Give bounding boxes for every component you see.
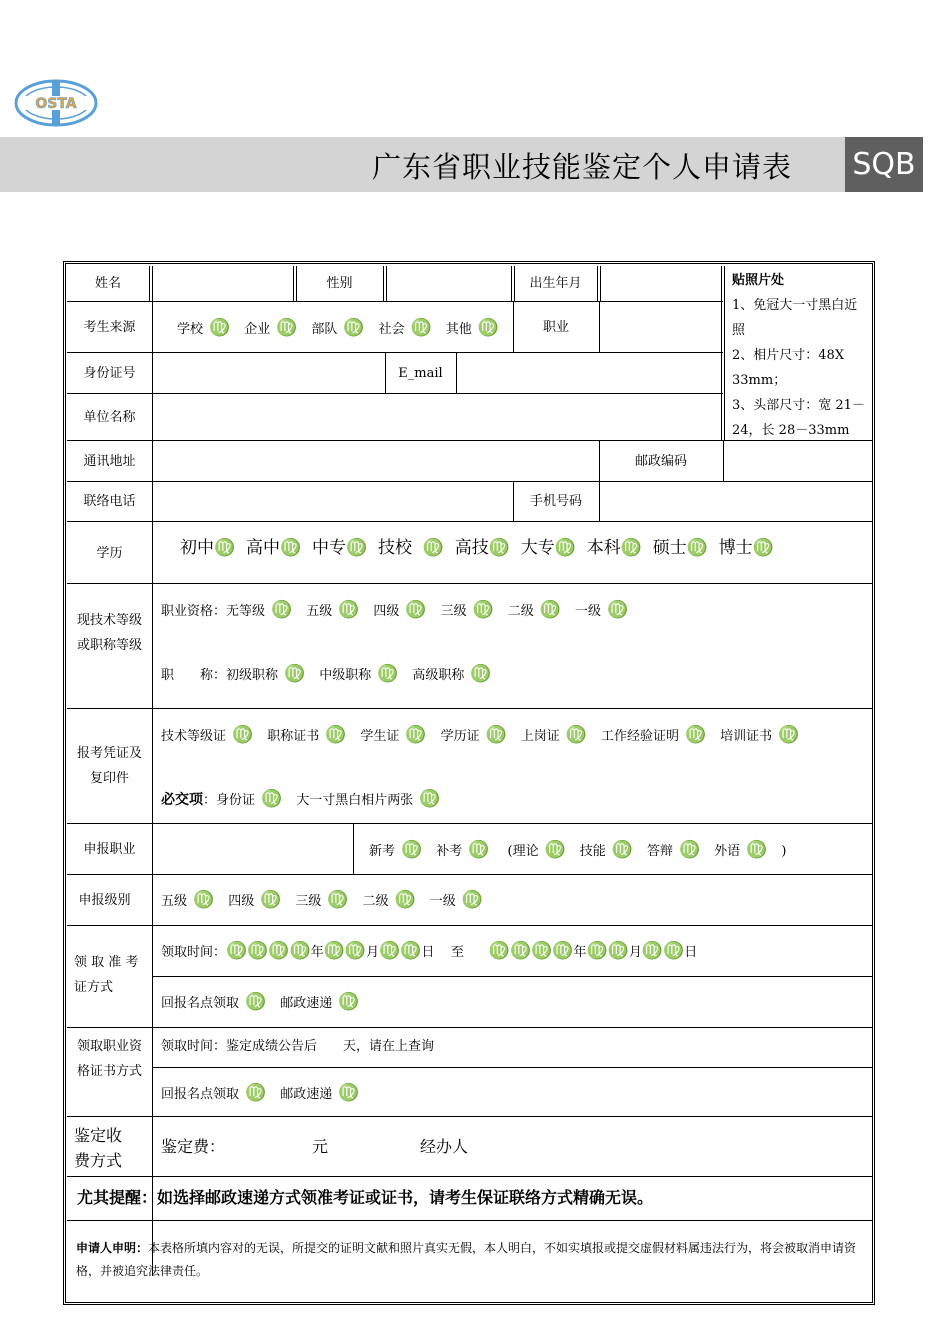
logo-text: OSTA bbox=[35, 96, 77, 112]
cert-time: 领取时间：鉴定成绩公告后 天，请在上查询 bbox=[161, 1039, 435, 1054]
rule bbox=[67, 481, 872, 482]
rule bbox=[67, 583, 872, 584]
label-apply-job: 申报职业 bbox=[83, 842, 136, 857]
checkbox-icon: ♍ bbox=[279, 538, 302, 558]
osta-logo bbox=[14, 78, 98, 128]
label-fee: 鉴定收费方式 bbox=[74, 1126, 123, 1170]
label-cert: 领取职业资格证书方式 bbox=[76, 1039, 142, 1079]
rule bbox=[383, 266, 387, 302]
label-email: E_mail bbox=[398, 366, 443, 381]
checkbox-icon: ♍ bbox=[565, 725, 587, 745]
checkbox-icon: ♍ bbox=[209, 318, 231, 338]
checkbox-icon: ♍ bbox=[276, 318, 298, 338]
reminder: 尤其提醒：如选择邮政速递方式领准考证或证书，请考生保证联络方式精确无误。 bbox=[77, 1188, 654, 1207]
checkbox-icon: ♍ bbox=[477, 318, 499, 338]
rule bbox=[67, 823, 872, 824]
checkbox-icon: ♍ bbox=[338, 992, 360, 1012]
rule bbox=[67, 352, 723, 353]
checkbox-icon: ♍ bbox=[746, 840, 768, 860]
checkbox-icon: ♍ bbox=[245, 1083, 267, 1103]
rule bbox=[67, 1220, 872, 1221]
rule bbox=[149, 266, 153, 302]
checkbox-icon: ♍ bbox=[684, 725, 707, 745]
checkbox-icon: ♍ bbox=[261, 789, 283, 809]
page-title: 广东省职业技能鉴定个人申请表 bbox=[372, 150, 793, 184]
checkbox-icon: ♍ bbox=[488, 538, 510, 558]
rule bbox=[597, 266, 601, 302]
checkbox-icon: ♍ bbox=[606, 600, 629, 620]
checkbox-icon: ♍ bbox=[343, 318, 365, 338]
checkbox-icon: ♍ bbox=[214, 538, 236, 558]
checkbox-icon: ♍ bbox=[554, 538, 576, 558]
fee-handler: 经办人 bbox=[420, 1137, 469, 1156]
rule bbox=[152, 301, 153, 1276]
checkbox-icon: ♍ bbox=[394, 890, 416, 910]
checkbox-icon: ♍ bbox=[405, 725, 427, 745]
checkbox-icon: ♍ bbox=[544, 840, 566, 860]
level-options[interactable]: 五级 ♍ 四级 ♍ 三级 ♍ 二级 ♍ 一级 ♍ bbox=[161, 890, 483, 910]
rule bbox=[67, 925, 872, 926]
document-options[interactable]: 技术等级证 ♍ 职称证书 ♍ 学生证 ♍ 学历证 ♍ 上岗证 ♍ 工作经验证明 ♍ 培训证书 ♍ bbox=[161, 725, 800, 745]
label-ticket: 领 取 准 考 证方式 bbox=[74, 955, 139, 995]
fee-unit: 元 bbox=[312, 1137, 329, 1156]
ticket-time[interactable]: 领取时间：♍♍♍♍年♍♍月♍♍日 至 ♍♍♍♍年♍♍月♍♍日 bbox=[161, 941, 698, 961]
checkbox-icon: ♍ bbox=[778, 725, 800, 745]
checkbox-icon: ♍ bbox=[539, 600, 561, 620]
photo-note: 2、相片尺寸：48X 33mm； bbox=[732, 348, 845, 388]
checkbox-icon: ♍ bbox=[405, 600, 427, 620]
checkbox-icon: ♍ bbox=[377, 664, 399, 684]
label-phone: 联络电话 bbox=[83, 494, 136, 509]
rule bbox=[67, 1116, 872, 1117]
checkbox-icon: ♍ bbox=[485, 725, 507, 745]
photo-area[interactable] bbox=[732, 268, 868, 443]
checkbox-icon: ♍ bbox=[260, 890, 282, 910]
checkbox-icon: ♍ bbox=[193, 890, 215, 910]
declaration: 申请人申明：本表格所填内容对的无误，所提交的证明文献和照片真实无假，本人明白，不如实填报或提交虚假材料属违法行为，将会被取消申请资格，并被追究法律责任。 bbox=[76, 1241, 857, 1278]
label-idno: 身份证号 bbox=[83, 366, 136, 381]
rule bbox=[721, 266, 725, 441]
checkbox-icon: ♍ bbox=[419, 789, 441, 809]
rule bbox=[67, 301, 723, 302]
title-options[interactable]: 职 称：初级职称 ♍ 中级职称 ♍ 高级职称 ♍ bbox=[161, 664, 492, 684]
photo-note: 3、头部尺寸：宽 21－24，长 28－33mm bbox=[732, 398, 865, 438]
rule bbox=[599, 301, 600, 353]
label-birth: 出生年月 bbox=[529, 276, 582, 291]
rule bbox=[152, 1067, 872, 1068]
checkbox-icon: ♍ bbox=[327, 890, 349, 910]
label-name: 姓名 bbox=[94, 276, 121, 291]
checkbox-icon: ♍ bbox=[271, 600, 293, 620]
cert-pickup-options[interactable]: 回报名点领取 ♍ 邮政速递 ♍ bbox=[161, 1083, 360, 1103]
required-options[interactable]: 必交项：身份证 ♍ 大一寸黑白相片两张 ♍ bbox=[161, 789, 441, 809]
label-current-level: 现技术等级或职称等级 bbox=[76, 613, 142, 653]
label-mobile: 手机号码 bbox=[529, 494, 582, 509]
label-occupation: 职业 bbox=[542, 320, 569, 335]
label-unit: 单位名称 bbox=[83, 410, 136, 425]
rule bbox=[353, 823, 354, 875]
rule bbox=[599, 481, 600, 522]
rule bbox=[67, 874, 872, 875]
checkbox-icon: ♍ bbox=[401, 840, 423, 860]
checkbox-icon: ♍ bbox=[338, 1083, 360, 1103]
label-docs: 报考凭证及复印件 bbox=[76, 746, 142, 786]
form-code: SQB bbox=[845, 137, 923, 192]
checkbox-icon: ♍ bbox=[232, 725, 254, 745]
title-banner bbox=[0, 137, 845, 192]
source-options[interactable]: 学校 ♍ 企业 ♍ 部队 ♍ 社会 ♍ 其他 ♍ bbox=[177, 318, 499, 338]
checkbox-icon: ♍ bbox=[410, 318, 432, 338]
rule bbox=[67, 708, 872, 709]
checkbox-icon: ♍ bbox=[461, 890, 483, 910]
rule bbox=[67, 1027, 872, 1028]
rule bbox=[456, 352, 457, 394]
checkbox-icon: ♍ bbox=[470, 664, 492, 684]
exam-options[interactable]: 新考 ♍ 补考 ♍ (理论 ♍ 技能 ♍ 答辩 ♍ 外语 ♍ ) bbox=[369, 840, 787, 860]
checkbox-icon: ♍ bbox=[422, 538, 444, 558]
checkbox-icon: ♍ bbox=[611, 840, 633, 860]
qualification-options[interactable]: 职业资格：无等级 ♍ 五级 ♍ 四级 ♍ 三级 ♍ 二级 ♍ 一级 ♍ bbox=[161, 600, 629, 620]
fee-label: 鉴定费： bbox=[161, 1137, 226, 1156]
rule bbox=[152, 976, 872, 977]
label-education: 学历 bbox=[96, 546, 123, 561]
rule bbox=[67, 1176, 872, 1177]
checkbox-icon: ♍ bbox=[245, 992, 267, 1012]
label-address: 通讯地址 bbox=[83, 454, 136, 469]
checkbox-icon: ♍ bbox=[472, 600, 494, 620]
checkbox-icon: ♍ bbox=[345, 538, 368, 558]
photo-title: 贴照片处 bbox=[732, 273, 785, 288]
label-postcode: 邮政编码 bbox=[634, 454, 687, 469]
checkbox-icon: ♍ bbox=[338, 600, 360, 620]
label-gender: 性别 bbox=[326, 276, 353, 291]
photo-note: 1、免冠大一寸黑白近照 bbox=[732, 298, 858, 338]
checkbox-icon: ♍ bbox=[686, 538, 708, 558]
checkbox-icon: ♍ bbox=[620, 538, 642, 558]
ticket-pickup-options[interactable]: 回报名点领取 ♍ 邮政速递 ♍ bbox=[161, 992, 360, 1012]
checkbox-icon: ♍ bbox=[678, 840, 701, 860]
checkbox-icon: ♍ bbox=[325, 725, 347, 745]
rule bbox=[67, 521, 872, 522]
label-apply-level: 申报级别 bbox=[78, 893, 131, 908]
checkbox-icon: ♍ bbox=[752, 538, 774, 558]
label-source: 考生来源 bbox=[83, 320, 136, 335]
education-options[interactable]: 初中♍ 高中♍ 中专♍ 技校 ♍ 高技♍ 大专♍ 本科♍ 硕士♍ 博士♍ bbox=[180, 538, 774, 558]
checkbox-icon: ♍ bbox=[468, 840, 490, 860]
rule bbox=[723, 440, 724, 482]
rule bbox=[67, 393, 723, 394]
checkbox-icon: ♍ bbox=[284, 664, 306, 684]
